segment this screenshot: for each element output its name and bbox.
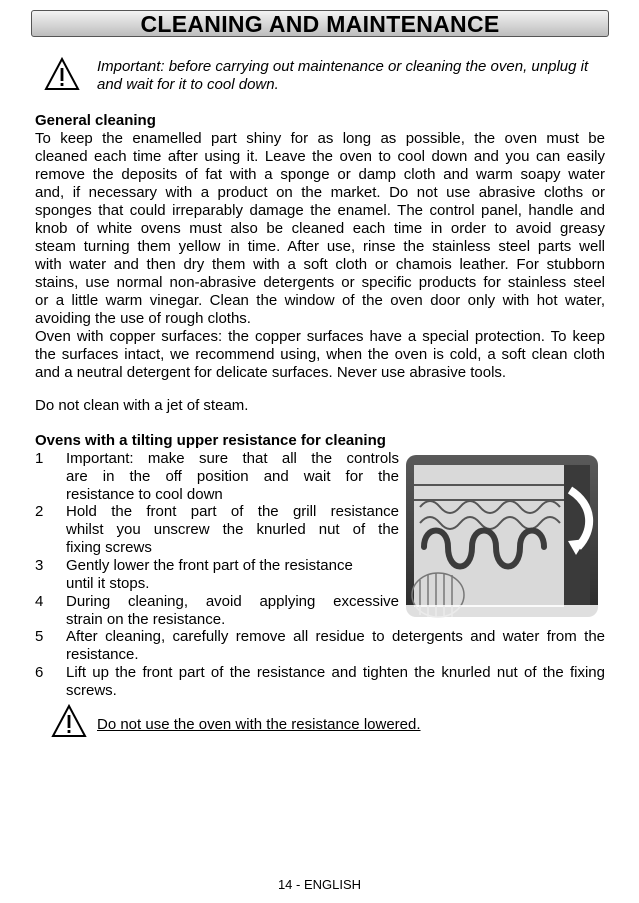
paragraph-line: and a neutral detergent for delicate surfaces. Never use abrasive tools. — [35, 364, 507, 381]
step-number: 1 — [35, 450, 44, 467]
step-line: After cleaning, carefully remove all residue to detergents and water from the — [66, 628, 605, 645]
oven-resistance-illustration — [400, 455, 602, 623]
general-cleaning-paragraph-1 — [35, 130, 605, 328]
page-footer: 14 - ENGLISH — [277, 877, 362, 892]
warning-triangle-icon — [44, 57, 80, 91]
steam-note: Do not clean with a jet of steam. — [35, 397, 249, 414]
step-line: fixing screws — [66, 539, 152, 556]
paragraph-line: To keep the enamelled part shiny for as long as possible, the oven must be — [35, 130, 605, 147]
important-note: Important: before carrying out maintenance or cleaning the oven, unplug it and wait for it to cool down. — [97, 58, 589, 93]
step-line: resistance to cool down — [66, 486, 223, 503]
paragraph-line: or a little warm vinegar. Clean the window of the oven door only with hot water, — [35, 292, 605, 309]
section-title-bar — [31, 10, 609, 37]
step-line: until it stops. — [66, 575, 150, 592]
paragraph-line: and, if necessary with a product on the market. Do not use abrasive cloths or — [35, 184, 605, 201]
paragraph-line: cleaned each time after using it. Leave the oven to cool down and you can easily — [35, 148, 605, 165]
step-line: Gently lower the front part of the resistance — [66, 557, 353, 574]
paragraph-line: avoiding the use of rough cloths. — [35, 310, 251, 327]
section-title: CLEANING AND MAINTENANCE — [140, 11, 500, 37]
step-line: are in the off position and wait for the — [66, 468, 399, 485]
paragraph-line: with water and then dry them with a soft cloth or chamois leather. For stubborn — [35, 256, 605, 273]
paragraph-line: Oven with copper surfaces: the copper surfaces have a special protection. To keep — [35, 328, 605, 345]
general-cleaning-heading: General cleaning — [35, 112, 156, 129]
paragraph-line: steam turning them yellow in time. After use, rinse the stainless steel parts well — [35, 238, 605, 255]
step-line: Hold the front part of the grill resistance — [66, 503, 399, 520]
step-number: 6 — [35, 664, 44, 681]
step-line: resistance. — [66, 646, 139, 663]
step-number: 5 — [35, 628, 44, 645]
tilting-resistance-heading: Ovens with a tilting upper resistance for cleaning — [35, 432, 386, 449]
step-line: During cleaning, avoid applying excessive — [66, 593, 399, 610]
step-line: Lift up the front part of the resistance and tighten the knurled nut of the fixing — [66, 664, 605, 681]
paragraph-line: remove the deposits of fat with a sponge or damp cloth and warm soapy water — [35, 166, 605, 183]
step-line: screws. — [66, 682, 117, 699]
paragraph-line: the surfaces intact, we recommend using, when the oven is cold, a soft clean cloth — [35, 346, 605, 363]
paragraph-line: knob of white ovens must also be cleaned each time in order to avoid greasy — [35, 220, 605, 237]
step-line: whilst you unscrew the knurled nut of the — [66, 521, 399, 538]
step-line: strain on the resistance. — [66, 611, 226, 628]
paragraph-line: stains, use normal non-abrasive detergents or specific products for stainless steel — [35, 274, 605, 291]
paragraph-line: sponges that could irreparably damage the enamel. The control panel, handle and — [35, 202, 605, 219]
warning-triangle-icon — [51, 704, 87, 738]
resistance-warning: Do not use the oven with the resistance lowered. — [97, 716, 421, 733]
step-number: 3 — [35, 557, 44, 574]
step-number: 4 — [35, 593, 44, 610]
step-number: 2 — [35, 503, 44, 520]
step-line: Important: make sure that all the controls — [66, 450, 399, 467]
general-cleaning-paragraph-2 — [35, 328, 605, 382]
